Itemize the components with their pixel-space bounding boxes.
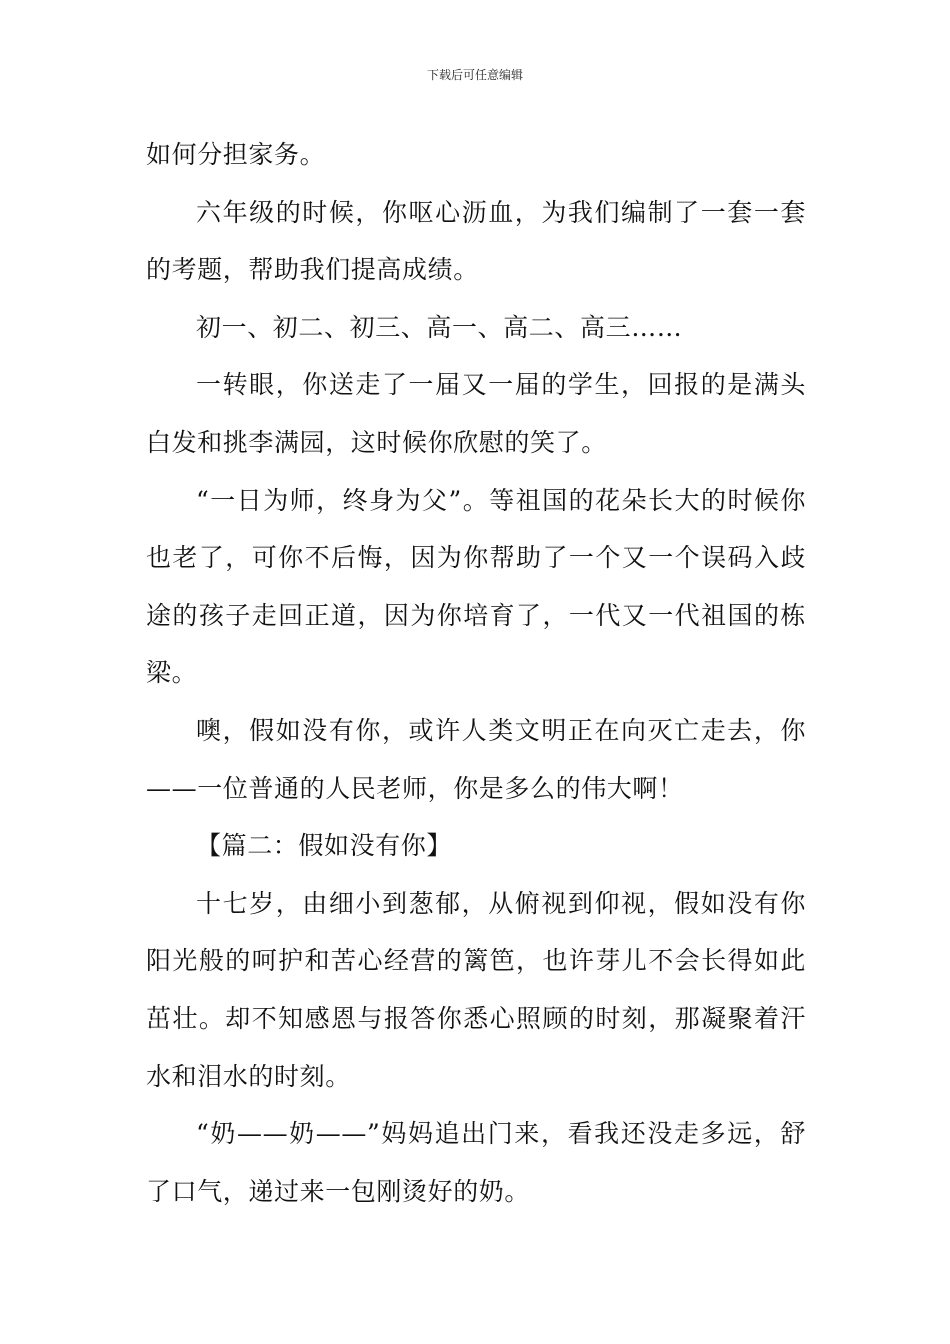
paragraph: 如何分担家务。	[146, 140, 326, 169]
paragraph: 一转眼，你送走了一届又一届的学生，回报的是满头白发和挑李满园，这时候你欣慰的笑了。	[146, 370, 806, 457]
paragraph: 初一、初二、初三、高一、高二、高三……	[196, 312, 683, 342]
paragraph: “奶——奶——”妈妈追出门来，看我还没走多远，舒了口气，递过来一包刚烫好的奶。	[146, 1119, 806, 1206]
document-body	[146, 126, 806, 1220]
paragraph: “一日为师，终身为父”。等祖国的花朵长大的时候你也老了，可你不后悔，因为你帮助了一个又一个误码入歧途的孩子走回正道，因为你培育了，一代又一代祖国的栋梁。	[146, 485, 806, 688]
paragraph: 十七岁，由细小到葱郁，从俯视到仰视，假如没有你阳光般的呵护和苦心经营的篱笆，也许芽儿不会长得如此茁壮。却不知感恩与报答你悉心照顾的时刻，那凝聚着汗水和泪水的时刻。	[146, 888, 806, 1091]
paragraph: 噢，假如没有你，或许人类文明正在向灭亡走去，你——一位普通的人民老师，你是多么的伟大啊！	[146, 715, 806, 803]
page-header: 下载后可任意编辑	[426, 68, 523, 82]
section-heading: 【篇二：假如没有你】	[196, 831, 453, 861]
paragraph: 六年级的时候，你呕心沥血，为我们编制了一套一套的考题，帮助我们提高成绩。	[146, 197, 806, 285]
